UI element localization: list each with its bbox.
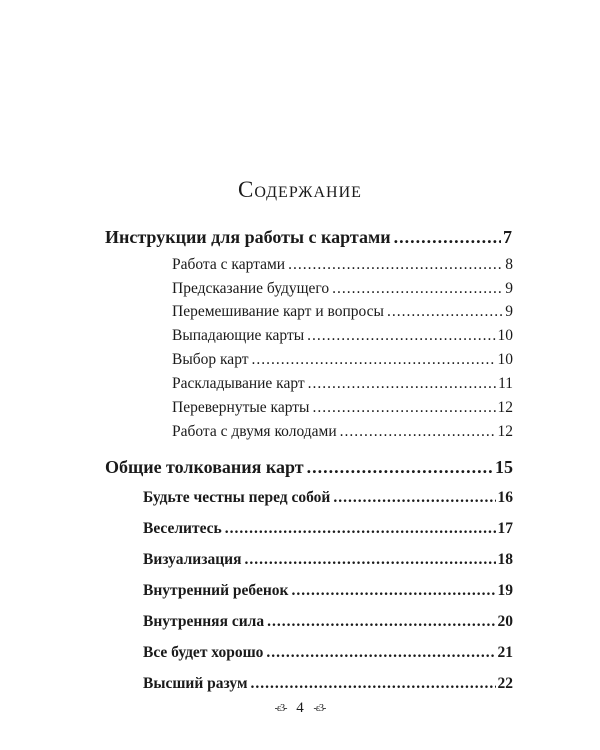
toc-item-label: Внутренний ребенок bbox=[143, 582, 289, 599]
toc-item[interactable] bbox=[172, 375, 513, 393]
toc-item-label: Будьте честны перед собой bbox=[143, 489, 331, 506]
toc-title: Содержание bbox=[238, 177, 362, 202]
toc-page-number: 9 bbox=[505, 280, 513, 297]
leader-dots bbox=[267, 613, 495, 631]
toc-page-number: 10 bbox=[497, 327, 513, 344]
toc-item-label: Работа с картами bbox=[172, 256, 286, 273]
toc-page-number: 8 bbox=[505, 256, 513, 273]
leader-dots bbox=[252, 351, 496, 369]
toc-item-label: Высший разум bbox=[143, 675, 248, 692]
toc-page-number: 12 bbox=[497, 399, 513, 416]
toc-item[interactable] bbox=[143, 520, 513, 538]
toc-section-2[interactable] bbox=[105, 457, 513, 478]
toc-item[interactable] bbox=[172, 280, 513, 298]
page-folio bbox=[0, 700, 600, 717]
toc-page-number: 15 bbox=[495, 457, 513, 477]
toc-item[interactable] bbox=[172, 256, 513, 274]
toc-section-1[interactable] bbox=[105, 227, 512, 248]
toc-item[interactable] bbox=[172, 303, 513, 321]
toc-item-label: Веселитесь bbox=[143, 520, 222, 537]
toc-item-label: Раскладывание карт bbox=[172, 375, 305, 392]
toc-item-label: Визуализация bbox=[143, 551, 242, 568]
toc-item[interactable] bbox=[172, 399, 513, 417]
toc-page-number: 7 bbox=[503, 227, 512, 247]
leader-dots bbox=[291, 582, 495, 600]
toc-section-label: Общие толкования карт bbox=[105, 457, 304, 477]
toc-item-label: Все будет хорошо bbox=[143, 644, 264, 661]
toc-page-number: 10 bbox=[497, 351, 513, 368]
folio-ornament-right: -ε3- bbox=[313, 703, 326, 715]
toc-item[interactable] bbox=[143, 489, 513, 507]
toc-item-label: Работа с двумя колодами bbox=[172, 423, 337, 440]
leader-dots bbox=[394, 227, 501, 248]
toc-item[interactable] bbox=[172, 351, 513, 369]
page-number: 4 bbox=[296, 700, 304, 716]
toc-item[interactable] bbox=[143, 675, 513, 693]
toc-item-label: Перевернутые карты bbox=[172, 399, 310, 416]
leader-dots bbox=[387, 303, 503, 321]
leader-dots bbox=[308, 375, 496, 393]
toc-page-number: 16 bbox=[497, 489, 513, 506]
toc-page-number: 22 bbox=[497, 675, 513, 692]
toc-page-number: 19 bbox=[497, 582, 513, 599]
toc-page-number: 18 bbox=[497, 551, 513, 568]
toc-page-number: 12 bbox=[497, 423, 513, 440]
toc-item[interactable] bbox=[143, 551, 513, 569]
toc-page-number: 9 bbox=[505, 303, 513, 320]
toc-page-number: 17 bbox=[497, 520, 513, 537]
toc-item-label: Предсказание будущего bbox=[172, 280, 330, 297]
leader-dots bbox=[251, 675, 496, 693]
toc-item-label: Перемешивание карт и вопросы bbox=[172, 303, 384, 320]
toc-item[interactable] bbox=[143, 644, 513, 662]
toc-item[interactable] bbox=[172, 423, 513, 441]
toc-page-number: 20 bbox=[497, 613, 513, 630]
leader-dots bbox=[333, 489, 495, 507]
toc-item[interactable] bbox=[143, 613, 513, 631]
leader-dots bbox=[340, 423, 496, 441]
toc-page-number: 21 bbox=[497, 644, 513, 661]
toc-page-number: 11 bbox=[498, 375, 513, 392]
leader-dots bbox=[288, 256, 503, 274]
toc-item-label: Выбор карт bbox=[172, 351, 249, 368]
leader-dots bbox=[307, 457, 493, 478]
toc-section-label: Инструкции для работы с картами bbox=[105, 227, 391, 247]
leader-dots bbox=[332, 280, 503, 298]
leader-dots bbox=[266, 644, 495, 662]
toc-item[interactable] bbox=[172, 327, 513, 345]
toc-item-label: Выпадающие карты bbox=[172, 327, 305, 344]
leader-dots bbox=[244, 551, 495, 569]
leader-dots bbox=[225, 520, 496, 538]
leader-dots bbox=[312, 399, 495, 417]
toc-item[interactable] bbox=[143, 582, 513, 600]
toc-item-label: Внутренняя сила bbox=[143, 613, 265, 630]
leader-dots bbox=[307, 327, 495, 345]
folio-ornament-left: -ε3- bbox=[274, 703, 287, 715]
